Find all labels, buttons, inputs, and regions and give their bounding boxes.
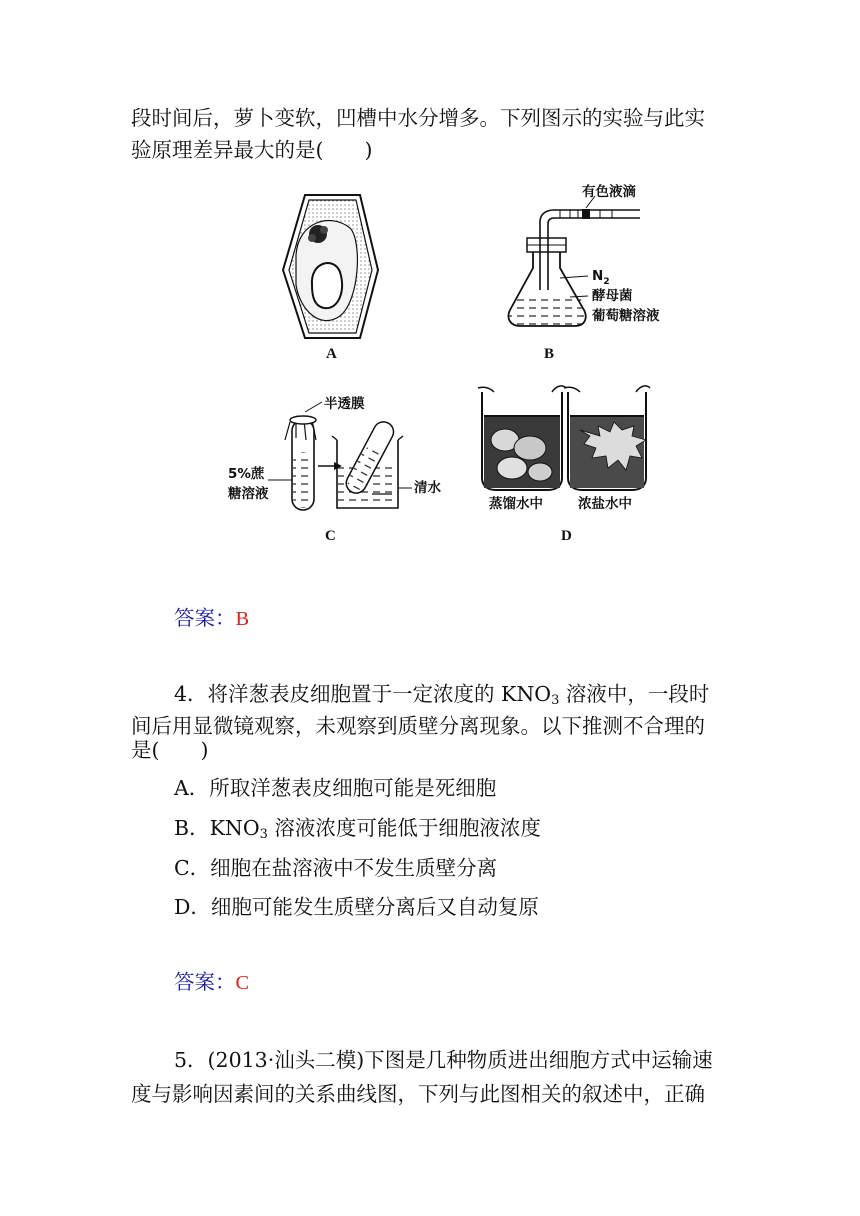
label-sucrose-2: 糖溶液 (228, 486, 269, 502)
answer-4 (174, 968, 249, 997)
answer-value: B (235, 608, 250, 630)
label-membrane: 半透膜 (324, 396, 365, 412)
panel-b-flask (508, 196, 640, 326)
q3-line-2: 验原理差异最大的是( ) (131, 138, 373, 162)
panel-a-plant-cell (283, 195, 378, 338)
q4-option-d: D．细胞可能发生质壁分离后又自动复原 (174, 895, 539, 919)
q4-option-a: A．所取洋葱表皮细胞可能是死细胞 (174, 776, 497, 800)
q4-line-3: 是( ) (131, 738, 209, 762)
label-clear-water: 清水 (414, 480, 441, 496)
answer-label: 答案： (174, 970, 236, 994)
panel-c-osmosis (268, 402, 412, 510)
label-colored-droplet: 有色液滴 (582, 184, 636, 200)
q4-line-1: 4．将洋葱表皮细胞置于一定浓度的 $KNO_3$ 溶液中，一段时 (174, 682, 710, 708)
experiment-figure (0, 0, 860, 560)
answer-3 (174, 604, 249, 633)
q5-line-2: 度与影响因素间的关系曲线图，下列与此图相关的叙述中，正确 (131, 1082, 705, 1106)
q4-option-c: C．细胞在盐溶液中不发生质壁分离 (174, 856, 498, 880)
label-distilled-water: 蒸馏水中 (489, 496, 543, 512)
q5-line-1: 5．(2013·汕头二模)下图是几种物质进出细胞方式中运输速 (174, 1048, 713, 1072)
label-d: D (561, 528, 572, 544)
answer-value: C (235, 972, 250, 994)
label-b: B (544, 346, 555, 362)
label-yeast: 酵母菌 (592, 288, 633, 304)
q3-line-1: 段时间后，萝卜变软，凹槽中水分增多。下列图示的实验与此实 (131, 106, 705, 130)
label-glucose: 葡萄糖溶液 (592, 308, 660, 324)
label-c: C (325, 528, 336, 544)
label-a: A (326, 346, 337, 362)
q4-option-b: B．$KNO_3$ 溶液浓度可能低于细胞液浓度 (174, 816, 541, 842)
label-n2: $N_2$ (592, 268, 610, 287)
label-sucrose-1: 5%蔗 (228, 466, 265, 482)
q4-line-2: 间后用显微镜观察，未观察到质壁分离现象。以下推测不合理的 (131, 714, 705, 738)
panel-d-beakers (478, 386, 650, 490)
answer-label: 答案： (174, 606, 236, 630)
label-salt-water: 浓盐水中 (578, 496, 632, 512)
